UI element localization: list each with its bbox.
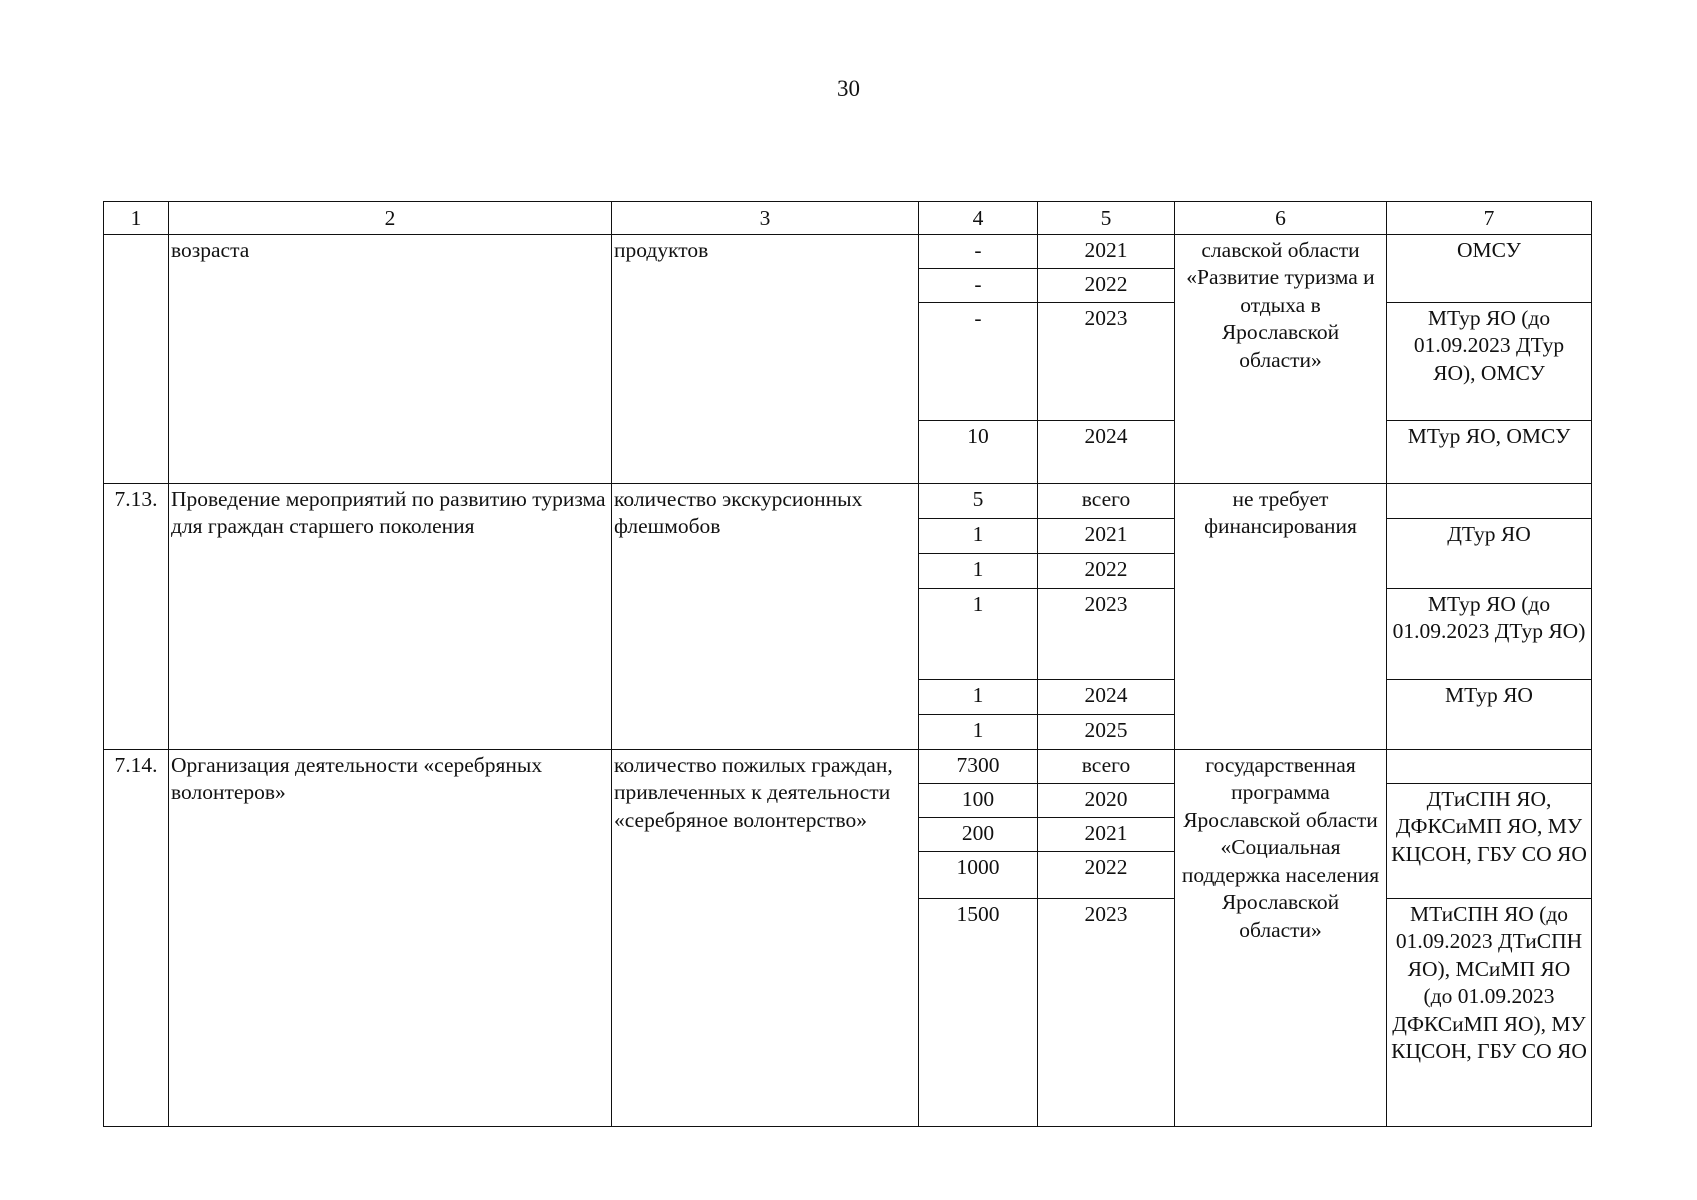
- year-cell: 2022: [1038, 268, 1175, 302]
- value-cell: 10: [919, 420, 1038, 483]
- value-cell: 100: [919, 783, 1038, 817]
- col-header-7: 7: [1387, 202, 1592, 235]
- year-cell: 2022: [1038, 553, 1175, 588]
- year-cell: 2021: [1038, 518, 1175, 553]
- value-cell: 7300: [919, 749, 1038, 783]
- table-row: [104, 749, 1592, 783]
- funding-cell: славской области «Развитие туризма и отдыха в Ярославской области»: [1175, 234, 1387, 483]
- col-header-6: 6: [1175, 202, 1387, 235]
- table-row: [104, 234, 1592, 268]
- value-cell: 1500: [919, 898, 1038, 1126]
- indicator-cell: продуктов: [612, 234, 919, 483]
- year-cell: 2023: [1038, 588, 1175, 679]
- col-header-2: 2: [169, 202, 612, 235]
- year-cell: 2023: [1038, 302, 1175, 420]
- value-cell: 200: [919, 817, 1038, 851]
- page-number: 30: [837, 76, 860, 101]
- year-cell: 2024: [1038, 420, 1175, 483]
- col-header-1: 1: [104, 202, 169, 235]
- executor-cell: [1387, 483, 1592, 518]
- year-cell: 2020: [1038, 783, 1175, 817]
- executor-cell: МТур ЯО: [1387, 679, 1592, 749]
- value-cell: 1: [919, 518, 1038, 553]
- year-cell: всего: [1038, 483, 1175, 518]
- col-header-3: 3: [612, 202, 919, 235]
- value-cell: 1: [919, 588, 1038, 679]
- year-cell: 2024: [1038, 679, 1175, 714]
- value-cell: 1000: [919, 851, 1038, 898]
- item-number: 7.13.: [104, 483, 169, 749]
- value-cell: -: [919, 302, 1038, 420]
- year-cell: всего: [1038, 749, 1175, 783]
- indicator-cell: количество экскурсионных флешмобов: [612, 483, 919, 749]
- year-cell: 2023: [1038, 898, 1175, 1126]
- executor-cell: ОМСУ: [1387, 234, 1592, 302]
- program-table-container: [103, 201, 1591, 1127]
- program-table: [103, 201, 1592, 1127]
- header-row: [104, 202, 1592, 235]
- col-header-4: 4: [919, 202, 1038, 235]
- indicator-cell: количество пожилых граждан, привлеченных к деятельности «серебряное волонтерство»: [612, 749, 919, 1126]
- item-number: 7.14.: [104, 749, 169, 1126]
- value-cell: 1: [919, 679, 1038, 714]
- table-row: [104, 483, 1592, 518]
- year-cell: 2021: [1038, 817, 1175, 851]
- funding-cell: не требует финансирования: [1175, 483, 1387, 749]
- executor-cell: [1387, 749, 1592, 783]
- activity-cell: Организация деятельности «серебряных волонтеров»: [169, 749, 612, 1126]
- activity-cell: возраста: [169, 234, 612, 483]
- value-cell: 1: [919, 553, 1038, 588]
- executor-cell: ДТиСПН ЯО, ДФКСиМП ЯО, МУ КЦСОН, ГБУ СО ЯО: [1387, 783, 1592, 898]
- year-cell: 2022: [1038, 851, 1175, 898]
- executor-cell: МТиСПН ЯО (до 01.09.2023 ДТиСПН ЯО), МСиМП ЯО (до 01.09.2023 ДФКСиМП ЯО), МУ КЦСОН, ГБУ СО ЯО: [1387, 898, 1592, 1126]
- item-number: [104, 234, 169, 483]
- executor-cell: ДТур ЯО: [1387, 518, 1592, 588]
- funding-cell: государственная программа Ярославской области «Социальная поддержка населения Ярославской области»: [1175, 749, 1387, 1126]
- year-cell: 2021: [1038, 234, 1175, 268]
- executor-cell: МТур ЯО (до 01.09.2023 ДТур ЯО), ОМСУ: [1387, 302, 1592, 420]
- year-cell: 2025: [1038, 714, 1175, 749]
- value-cell: 1: [919, 714, 1038, 749]
- value-cell: 5: [919, 483, 1038, 518]
- executor-cell: МТур ЯО, ОМСУ: [1387, 420, 1592, 483]
- activity-cell: Проведение мероприятий по развитию туризма для граждан старшего поколения: [169, 483, 612, 749]
- value-cell: -: [919, 268, 1038, 302]
- col-header-5: 5: [1038, 202, 1175, 235]
- value-cell: -: [919, 234, 1038, 268]
- executor-cell: МТур ЯО (до 01.09.2023 ДТур ЯО): [1387, 588, 1592, 679]
